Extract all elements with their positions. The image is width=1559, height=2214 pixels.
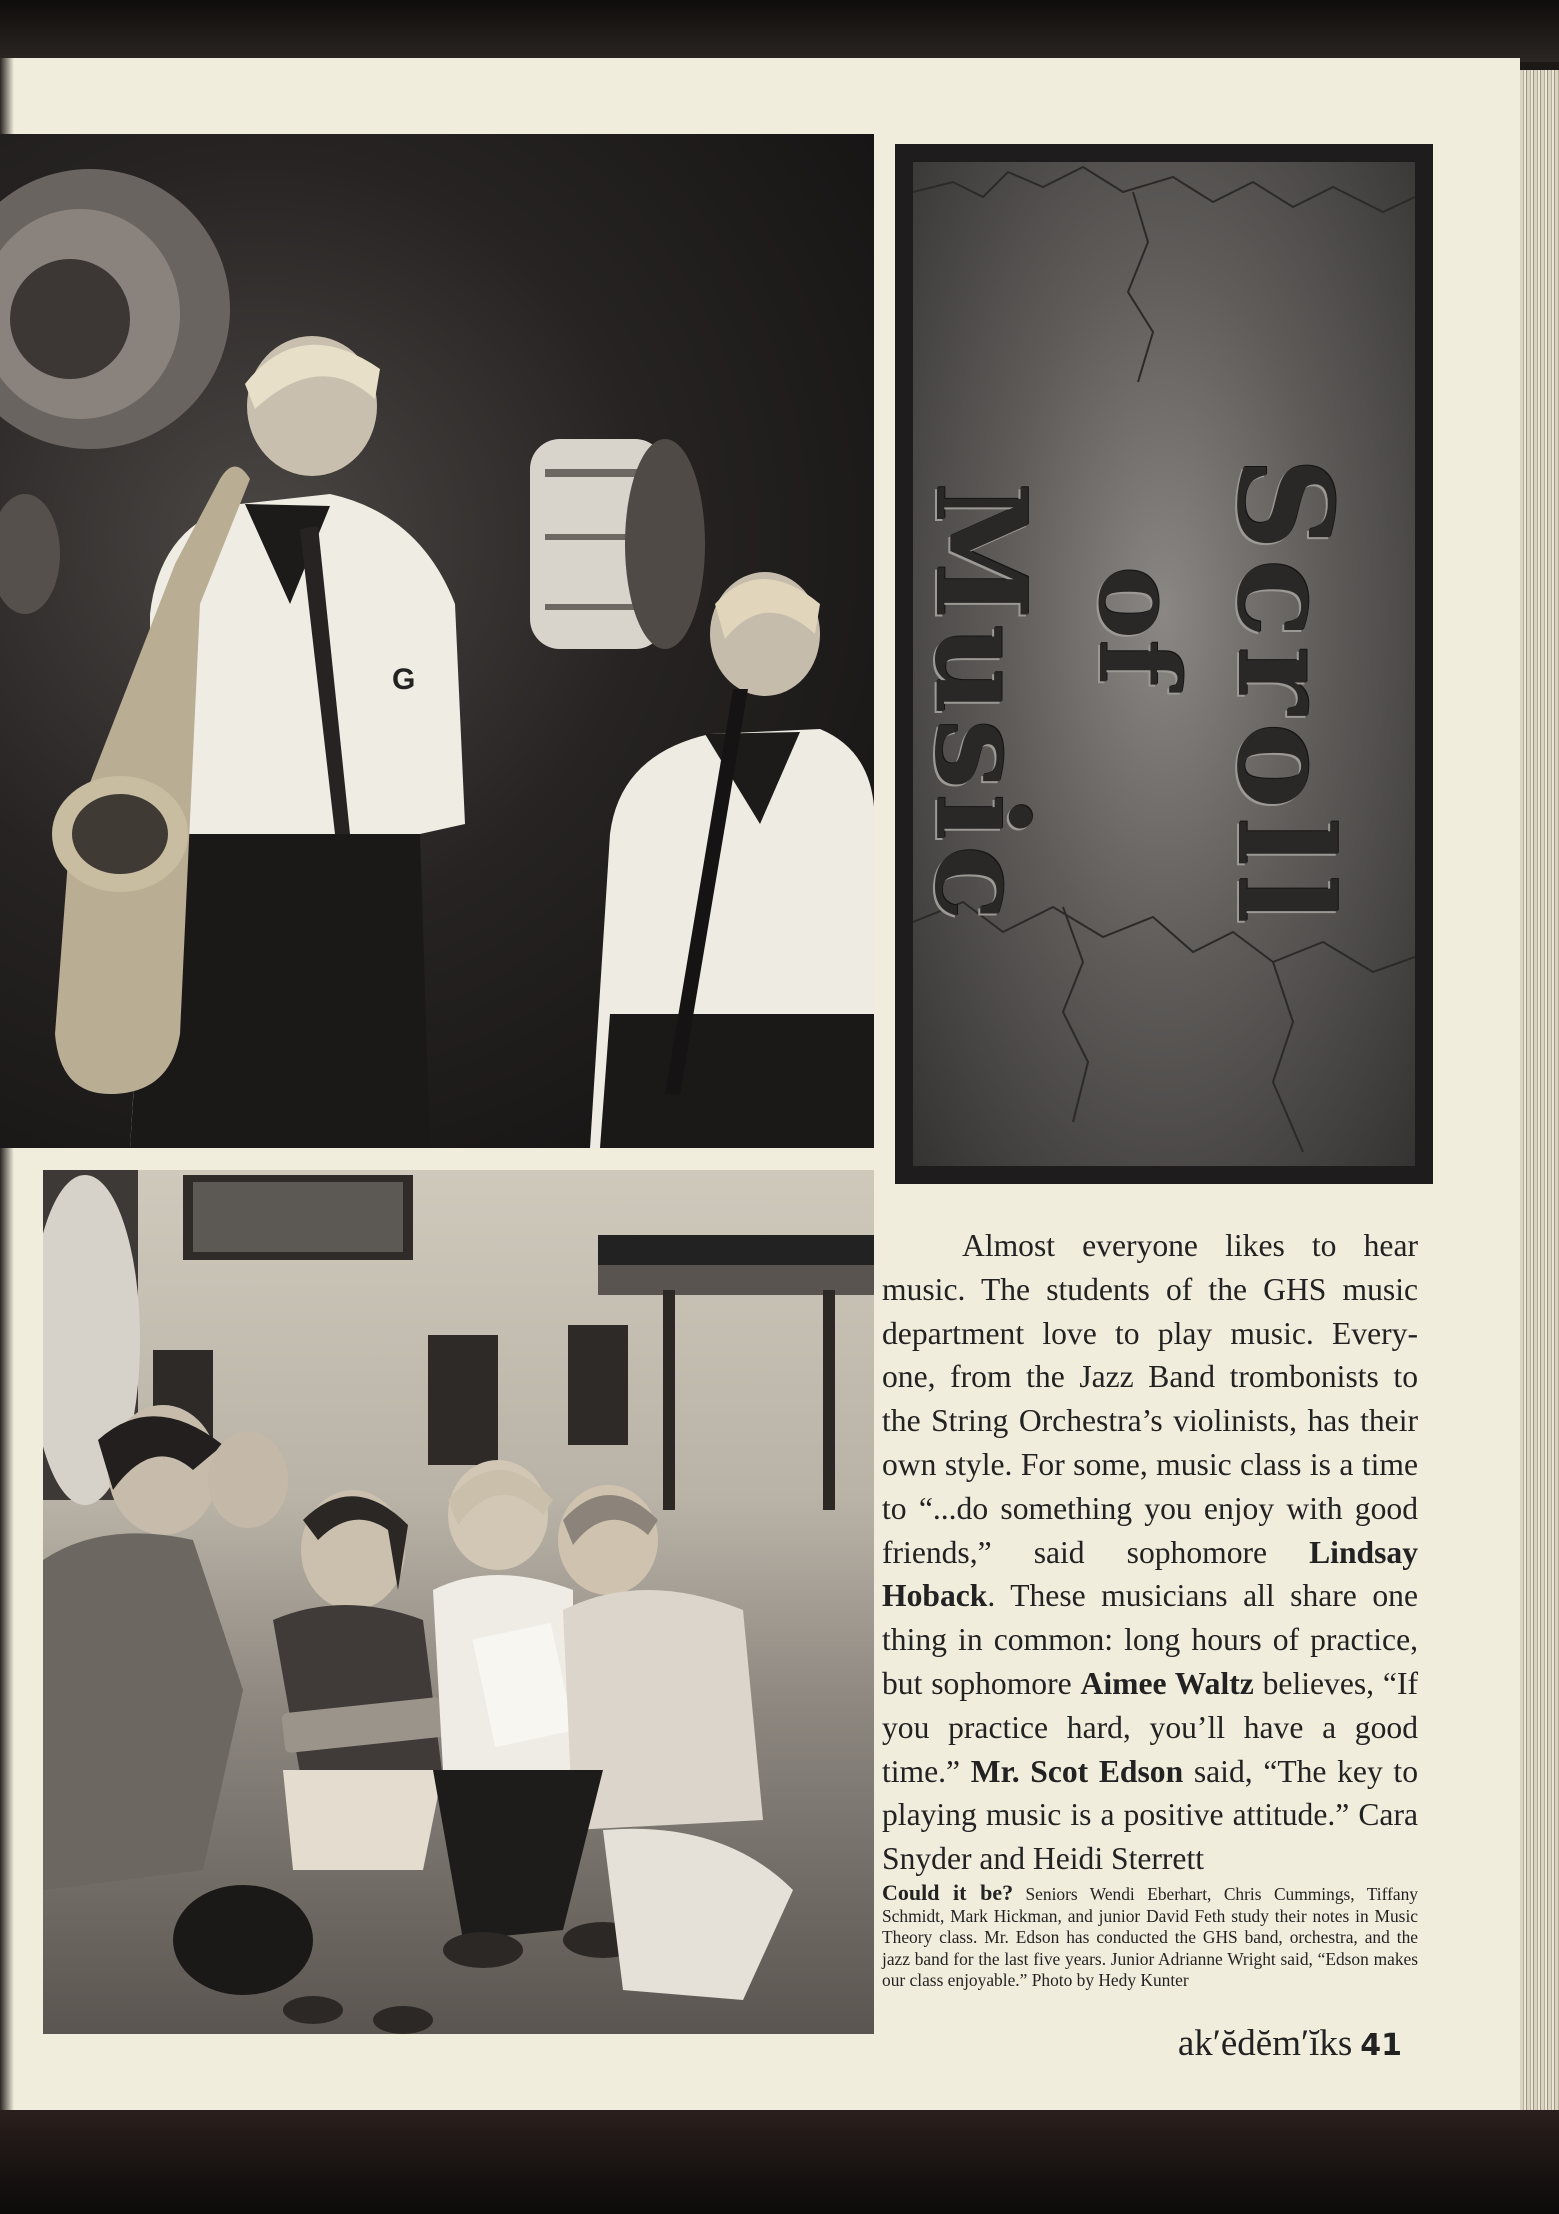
title-panel	[907, 162, 1415, 1166]
student-name-aimee: Aimee Waltz	[1080, 1665, 1254, 1701]
chair	[568, 1325, 628, 1445]
backpack	[173, 1885, 313, 1995]
photo-caption	[882, 1882, 1418, 1992]
title-word-music: Music	[907, 482, 1053, 926]
marching-band-illustration	[0, 134, 874, 1148]
title-word-scroll: Scroll	[1208, 457, 1361, 933]
body-text-3: believes, “If you practice hard, you’ll have a good time.”	[882, 1665, 1418, 1789]
students	[43, 1405, 793, 2034]
caption-lead: Could it be?	[882, 1880, 1014, 1905]
article-body	[882, 1224, 1418, 1881]
top-binding	[0, 0, 1559, 62]
marching-band-photo	[0, 134, 874, 1148]
page-folio	[1150, 2022, 1402, 2065]
clarinet-player	[590, 572, 874, 1148]
body-text-4: said, “The key to playing music is a positive attitude.” Cara Snyder and Heidi Sterrett	[882, 1753, 1418, 1877]
page-edges	[1520, 70, 1559, 2110]
svg-text:G: G	[392, 663, 416, 696]
bottom-binding	[0, 2110, 1559, 2214]
folio-word: ak′ĕdĕm′ĭks	[1177, 2023, 1353, 2064]
body-text-1: Almost everyone likes to hear music. The students of the GHS music department love to play music. Every-one, from the Jazz Band trombonists to the String Orchestra’s violinists, has their own style. For some, music class is a time to “...do something you enjoy with good friends,” said sophomore	[882, 1228, 1418, 1570]
title-word-of: of	[1074, 566, 1203, 687]
teacher-name-edson: Mr. Scot Edson	[970, 1753, 1184, 1789]
music-class-illustration	[43, 1170, 874, 2034]
page-number: 41	[1360, 2028, 1402, 2063]
title-block	[895, 144, 1433, 1184]
student-name-lindsay: Lindsay Hoback	[882, 1534, 1418, 1614]
chair	[428, 1335, 498, 1465]
caption-text: Seniors Wendi Eberhart, Chris Cummings, Tiffany Schmidt, Mark Hickman, and junior David Feth study their notes in Music Theory class. Mr. Edson has conducted the GHS band, orchestra, and the jazz band for the last five years. Junior Adrianne Wright said, “Edson makes our class enjoyable.” Photo by Hedy Kunter	[882, 1884, 1418, 1991]
sneaker	[443, 1932, 523, 1968]
body-text-2: . These musicians all share one thing in common: long hours of practice, but sophomore	[882, 1578, 1418, 1701]
music-theory-class-photo	[43, 1170, 874, 2034]
